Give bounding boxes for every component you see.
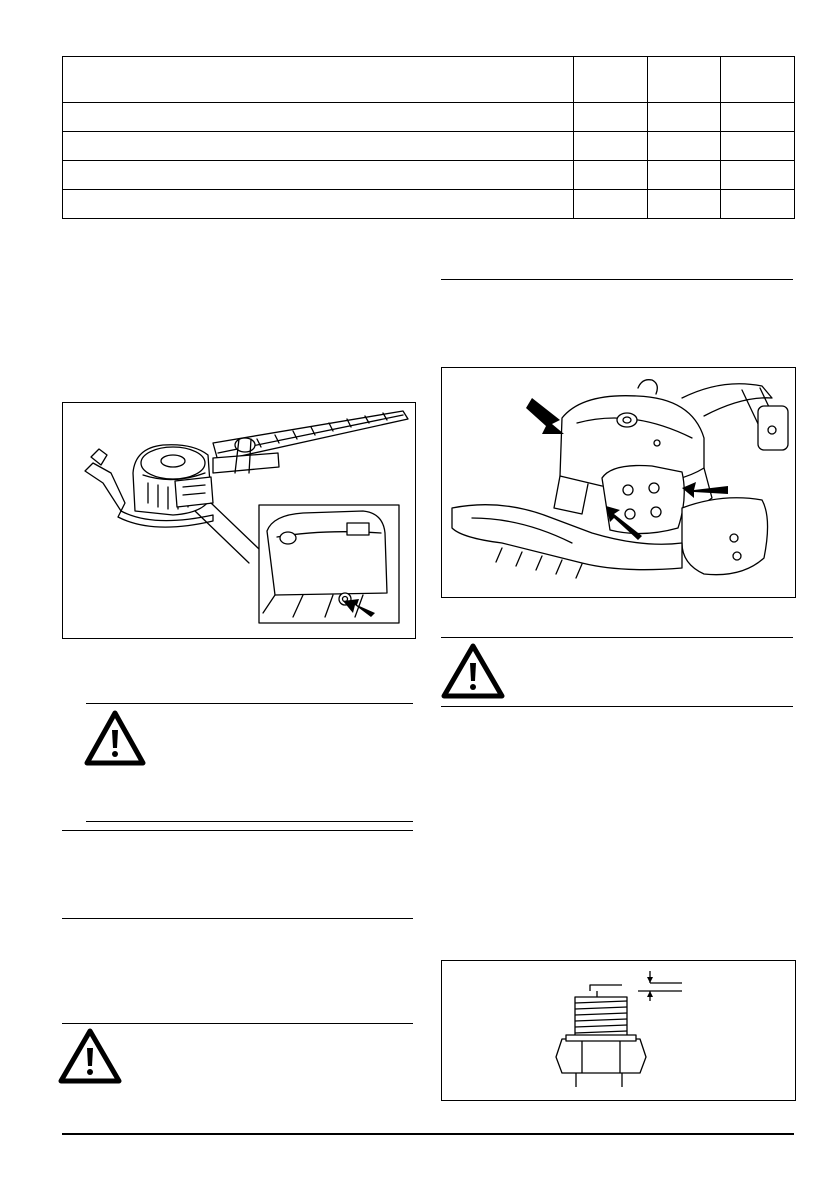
- engine-cover-illustration: [442, 368, 795, 597]
- table-header-cell: [721, 57, 795, 103]
- warning-top-rule: [441, 637, 793, 638]
- table-row: [63, 190, 795, 219]
- section-rule: [62, 830, 413, 831]
- engine-cover-figure: [441, 367, 796, 598]
- table-cell: [721, 161, 795, 190]
- warning-bottom-rule: [86, 821, 413, 822]
- table-cell: [648, 190, 721, 219]
- warning-top-rule: [86, 703, 413, 704]
- warning-triangle-icon: [58, 1028, 122, 1089]
- table-cell: [63, 103, 574, 132]
- table-cell: [721, 132, 795, 161]
- table-cell: [63, 132, 574, 161]
- table-row: [63, 161, 795, 190]
- warning-top-rule: [62, 1023, 413, 1024]
- warning-bottom-rule: [441, 706, 793, 707]
- table-cell: [721, 190, 795, 219]
- warning-triangle-icon: [441, 643, 505, 704]
- table-cell: [574, 132, 648, 161]
- spark-plug-illustration: [442, 961, 795, 1100]
- table-cell: [574, 161, 648, 190]
- table-header-row: [63, 57, 795, 103]
- table-row: [63, 103, 795, 132]
- maintenance-schedule-table: [62, 56, 795, 219]
- table-header-cell: [648, 57, 721, 103]
- warning-triangle-icon: [84, 710, 146, 771]
- table-cell: [648, 103, 721, 132]
- footer-rule: [62, 1133, 794, 1135]
- table-cell: [648, 161, 721, 190]
- table-header-cell: [574, 57, 648, 103]
- table-cell: [574, 103, 648, 132]
- section-rule: [441, 279, 793, 280]
- table-cell: [574, 190, 648, 219]
- hedge-trimmer-figure: [62, 402, 416, 639]
- hedge-trimmer-illustration: [63, 403, 415, 638]
- spark-plug-figure: [441, 960, 796, 1101]
- table-cell: [648, 132, 721, 161]
- table-header-cell: [63, 57, 574, 103]
- table-row: [63, 132, 795, 161]
- table-cell: [721, 103, 795, 132]
- section-rule: [62, 918, 413, 919]
- table-cell: [63, 190, 574, 219]
- table-cell: [63, 161, 574, 190]
